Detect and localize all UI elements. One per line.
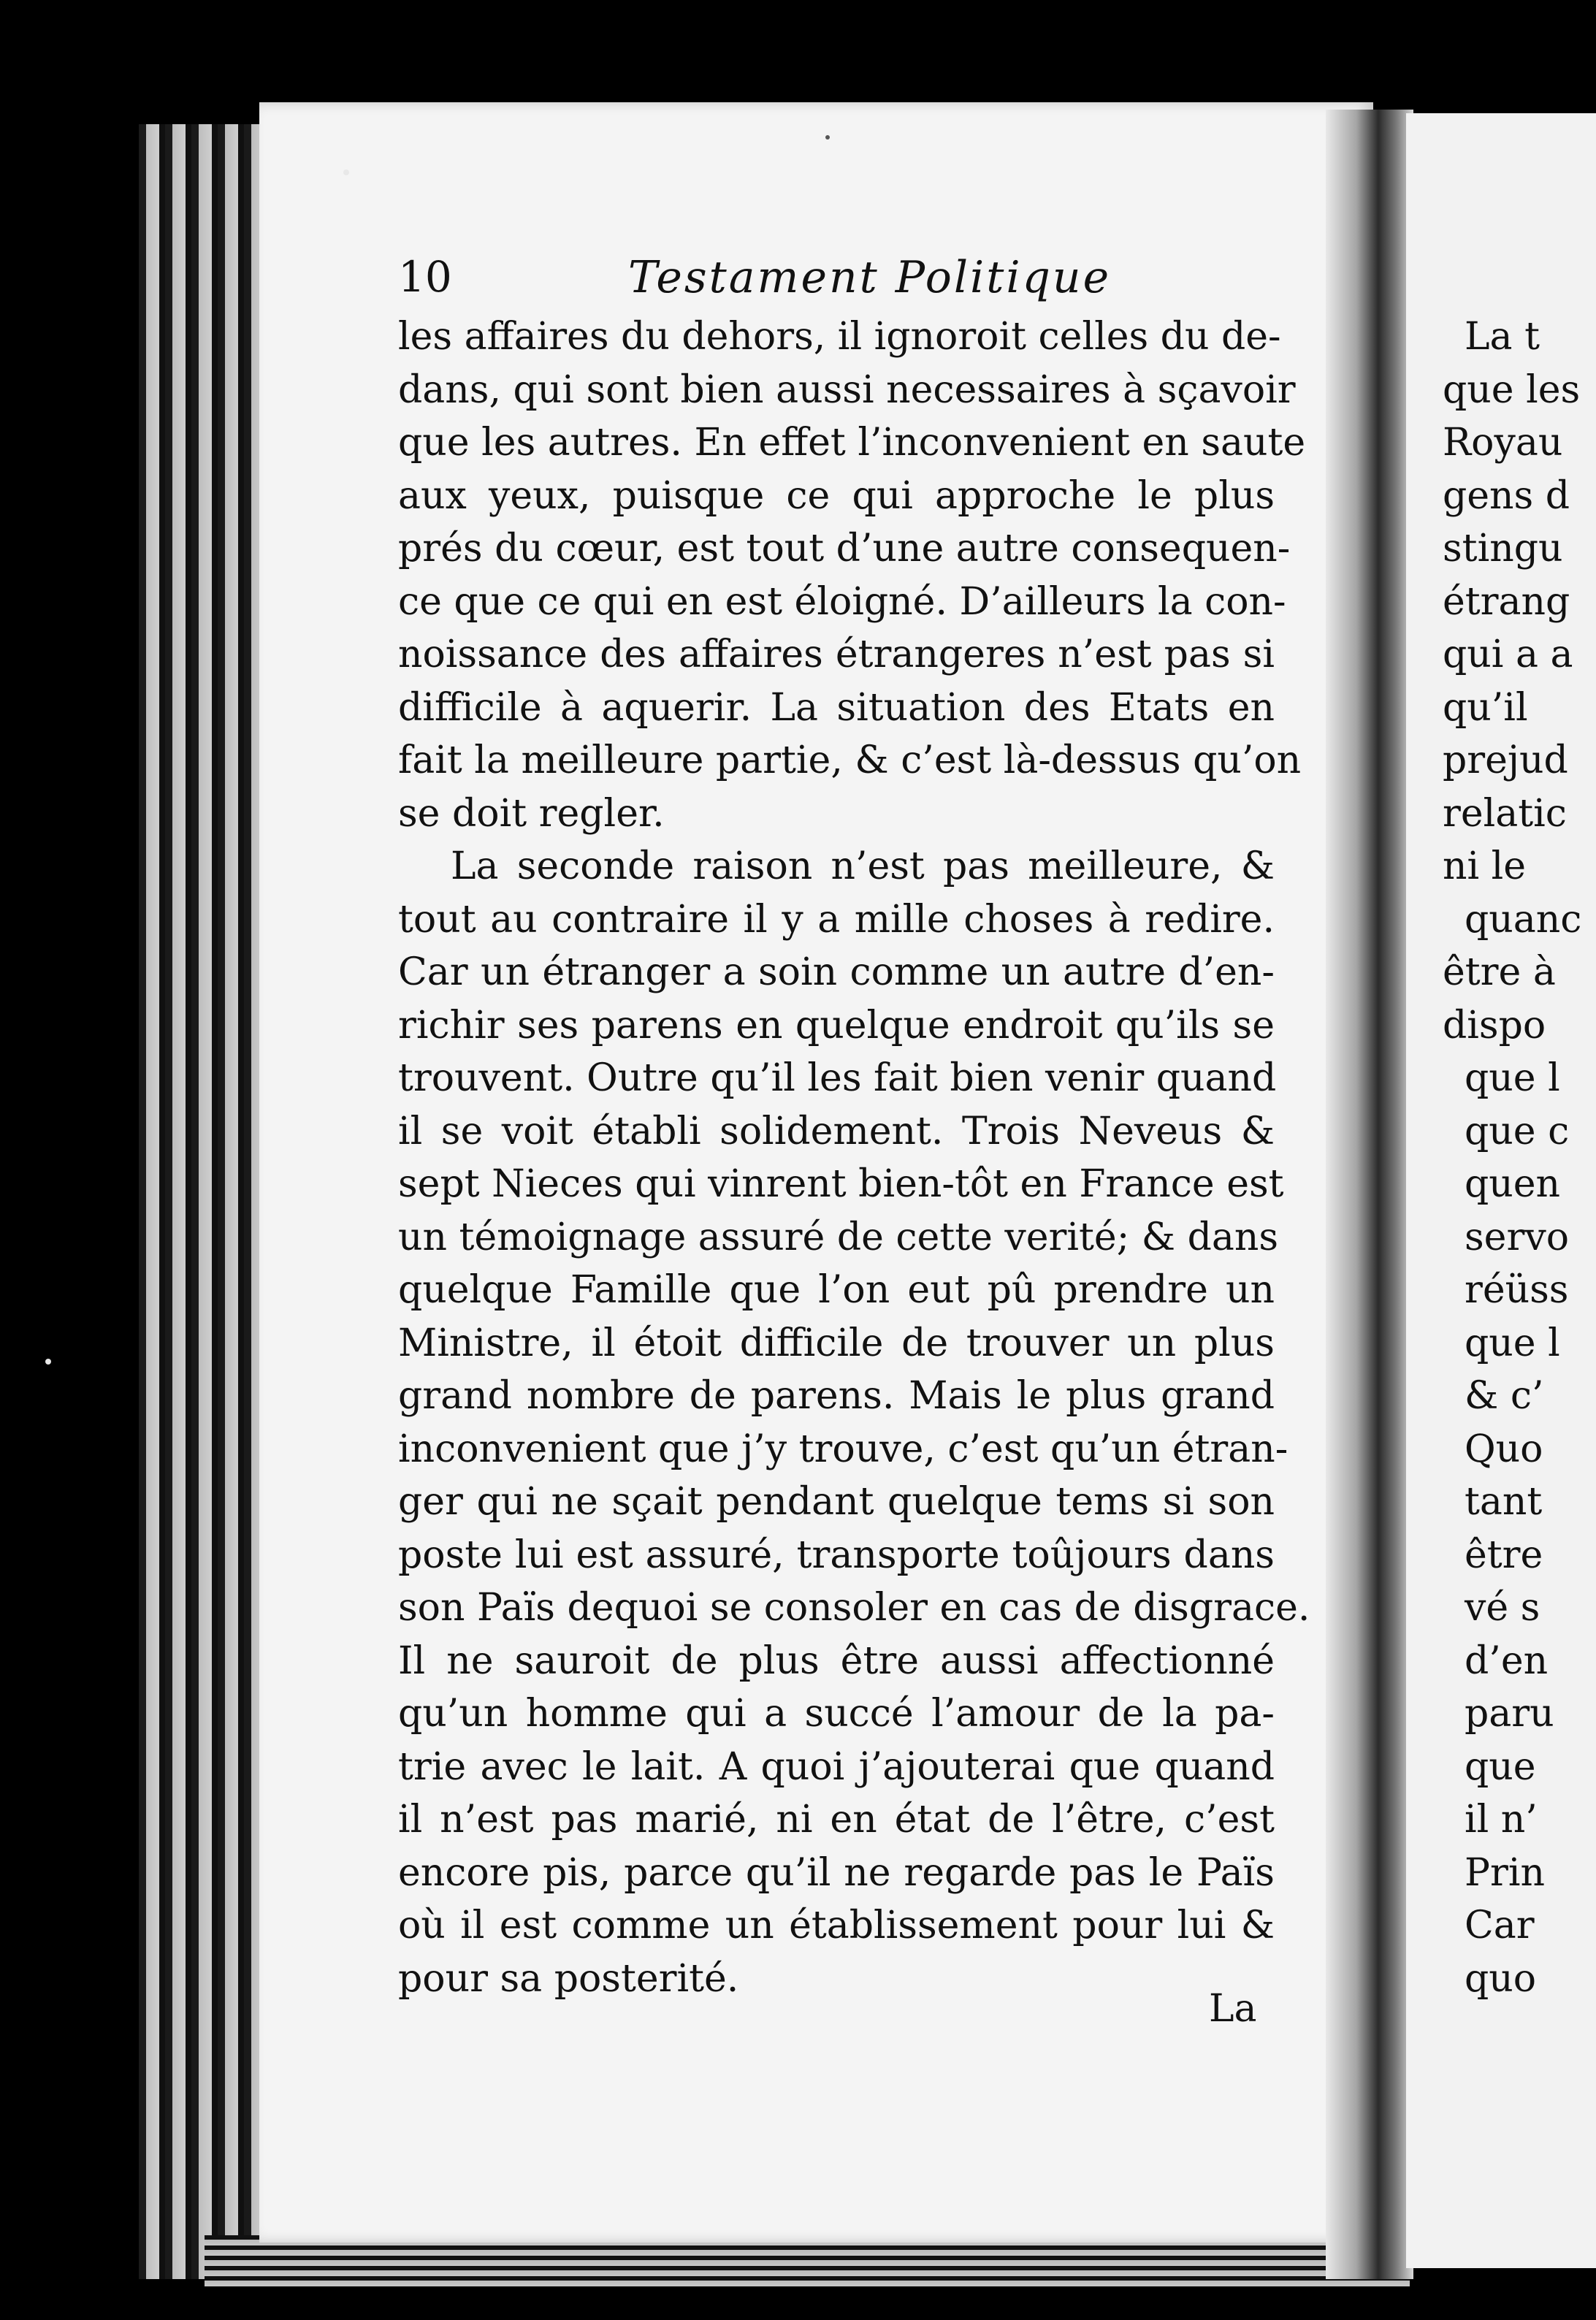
text-line: stingu	[1443, 527, 1563, 571]
text-line: prés du cœur, est tout d’une autre consequen-	[398, 527, 1291, 571]
text-line: que	[1465, 1744, 1536, 1789]
text-line: trouvent. Outre qu’il les fait bien venir quand	[398, 1056, 1277, 1100]
text-line: Prin	[1465, 1850, 1545, 1895]
text-line: être	[1465, 1533, 1543, 1577]
text-line: Royau	[1443, 421, 1563, 465]
text-line: vé s	[1465, 1586, 1540, 1630]
page-stack-edges	[139, 124, 270, 2279]
text-line: La t	[1465, 315, 1540, 359]
text-line: tout au contraire il y a mille choses à redire.	[398, 897, 1275, 942]
catchword: La	[1209, 1987, 1257, 2031]
text-line: Car un étranger a soin comme un autre d’en-	[398, 950, 1275, 994]
text-line: pour sa posterité.	[398, 1956, 739, 2001]
text-line: que l	[1465, 1056, 1560, 1100]
text-line: fait la meilleure partie, & c’est là-dessus qu’on	[398, 739, 1302, 782]
paper-speck	[825, 135, 830, 140]
text-line: qui a a	[1443, 633, 1573, 676]
text-line: Quo	[1465, 1427, 1543, 1471]
text-line: quo	[1465, 1956, 1537, 2001]
text-line: trie avec le lait. A quoi j’ajouterai que quand	[398, 1744, 1275, 1789]
text-line: Car	[1465, 1904, 1535, 1947]
text-line: servo	[1465, 1215, 1569, 1259]
left-page-text	[398, 310, 1310, 2005]
text-line: que les autres. En effet l’inconvenient en saute	[398, 421, 1306, 465]
paper-speck	[343, 169, 349, 175]
text-line: où il est comme un établissement pour lui &	[398, 1904, 1275, 1947]
text-line: quelque Famille que l’on eut pû prendre un	[398, 1268, 1275, 1312]
text-line: que les	[1443, 367, 1581, 412]
text-line: ce que ce qui en est éloigné. D’ailleurs la con-	[398, 579, 1286, 624]
text-line: étrang	[1443, 579, 1570, 624]
text-line: il se voit établi solidement. Trois Neveus &	[398, 1109, 1275, 1153]
text-line: grand nombre de parens. Mais le plus grand	[398, 1374, 1275, 1418]
text-line: réüss	[1465, 1268, 1569, 1312]
text-line: dans, qui sont bien aussi necessaires à sçavoir	[398, 367, 1296, 412]
text-line: Il ne sauroit de plus être aussi affectionné	[398, 1638, 1275, 1683]
text-line: paru	[1465, 1692, 1554, 1736]
text-line: relatic	[1443, 791, 1567, 836]
text-line: inconvenient que j’y trouve, c’est qu’un étran-	[398, 1427, 1288, 1471]
page-number: 10	[398, 252, 452, 302]
text-line: que l	[1465, 1321, 1560, 1365]
text-line: & c’	[1465, 1374, 1544, 1418]
text-line: aux yeux, puisque ce qui approche le plus	[398, 473, 1275, 518]
text-line: difficile à aquerir. La situation des Etats en	[398, 685, 1275, 730]
text-line: son Païs dequoi se consoler en cas de disgrace.	[398, 1586, 1310, 1630]
book-gutter	[1326, 110, 1413, 2279]
text-line: quanc	[1465, 897, 1582, 942]
text-line: que c	[1465, 1109, 1570, 1153]
running-title: Testament Politique	[628, 252, 1112, 303]
text-line: noissance des affaires étrangeres n’est pas si	[398, 633, 1275, 676]
right-page-text	[1443, 310, 1589, 2005]
text-line: tant	[1465, 1480, 1543, 1524]
text-line: prejud	[1443, 739, 1568, 782]
text-line: il n’est pas marié, ni en état de l’être, c’est	[398, 1798, 1275, 1842]
text-line: il n’	[1465, 1798, 1538, 1842]
text-line: encore pis, parce qu’il ne regarde pas le Païs	[398, 1850, 1275, 1895]
text-line: richir ses parens en quelque endroit qu’ils se	[398, 1003, 1275, 1048]
text-line: gens d	[1443, 473, 1570, 518]
text-line: se doit regler.	[398, 791, 665, 836]
text-line: poste lui est assuré, transporte toûjours dans	[398, 1533, 1275, 1577]
text-line: ni le	[1443, 844, 1527, 888]
text-line: d’en	[1465, 1638, 1549, 1683]
text-line: Ministre, il étoit difficile de trouver un plus	[398, 1321, 1275, 1365]
text-line: La seconde raison n’est pas meilleure, &	[451, 844, 1275, 888]
text-line: les affaires du dehors, il ignoroit celles du de-	[398, 315, 1281, 359]
text-line: être à	[1443, 950, 1556, 994]
paper-speck	[45, 1359, 51, 1365]
text-line: quen	[1465, 1162, 1561, 1206]
text-line: un témoignage assuré de cette verité; & dans	[398, 1215, 1279, 1259]
text-line: sept Nieces qui vinrent bien-tôt en France est	[398, 1162, 1284, 1206]
text-line: ger qui ne sçait pendant quelque tems si son	[398, 1480, 1275, 1524]
text-line: qu’il	[1443, 685, 1528, 730]
running-header	[398, 252, 1348, 318]
text-line: dispo	[1443, 1003, 1546, 1048]
page-stack-bottom	[205, 2235, 1410, 2286]
text-line: qu’un homme qui a succé l’amour de la pa-	[398, 1692, 1275, 1736]
